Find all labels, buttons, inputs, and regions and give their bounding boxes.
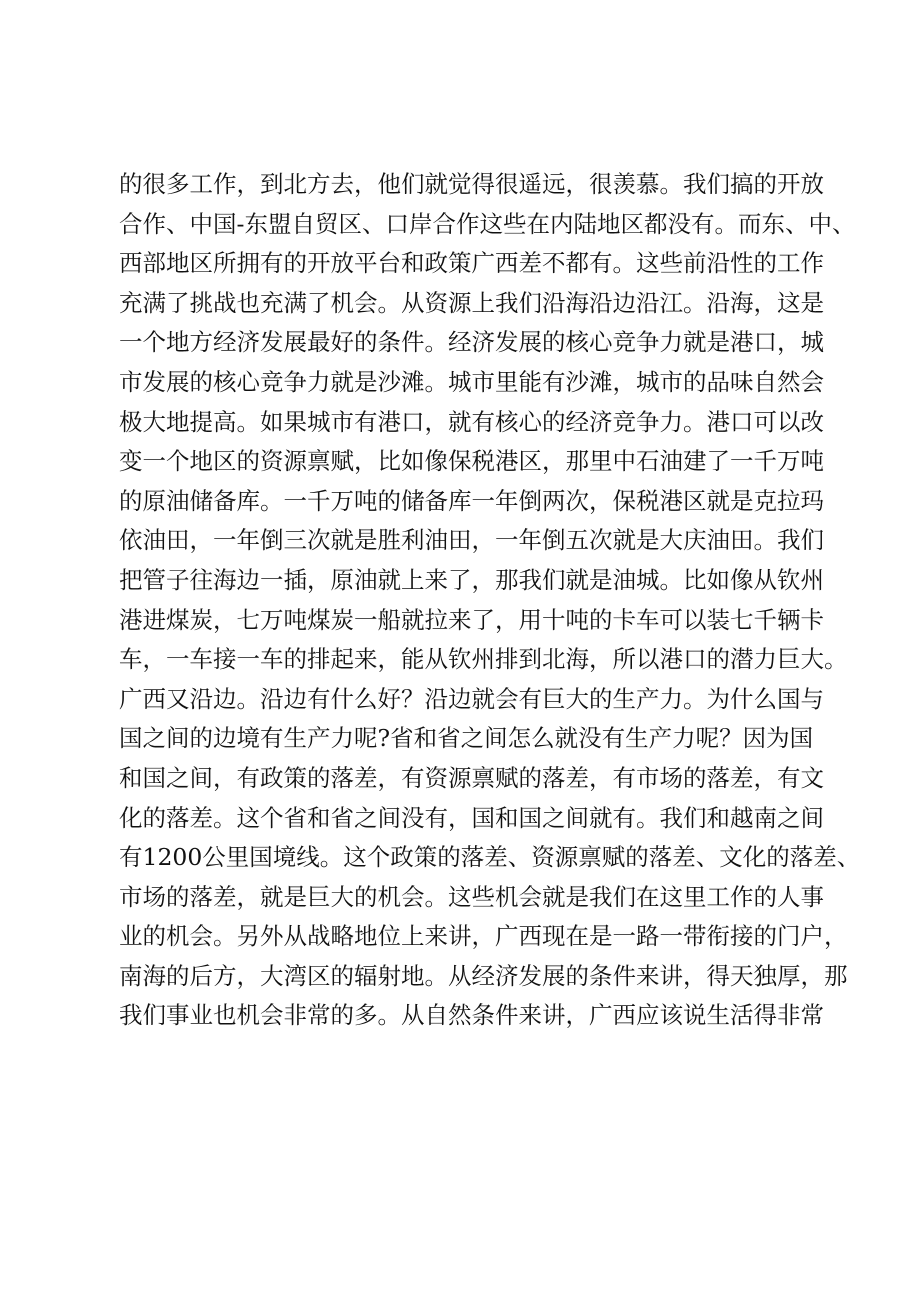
text-line: 化的落差。这个省和省之间没有，国和国之间就有。我们和越南之间 — [119, 803, 824, 832]
text-line: 和国之间，有政策的落差，有资源禀赋的落差，有市场的落差，有文 — [119, 763, 824, 792]
text-line: 有1200公里国境线。这个政策的落差、资源禀赋的落差、文化的落差、 — [119, 843, 861, 872]
text-line: 广西又沿边。沿边有什么好？沿边就会有巨大的生产力。为什么国与 — [119, 684, 824, 713]
text-line: 国之间的边境有生产力呢?省和省之间怎么就没有生产力呢？因为国 — [119, 724, 814, 753]
text-line: 市发展的核心竞争力就是沙滩。城市里能有沙滩，城市的品味自然会 — [119, 367, 824, 396]
text-line: 把管子往海边一插，原油就上来了，那我们就是油城。比如像从钦州 — [119, 565, 824, 594]
text-line: 一个地方经济发展最好的条件。经济发展的核心竞争力就是港口，城 — [119, 328, 824, 357]
text-line: 港进煤炭，七万吨煤炭一船就拉来了，用十吨的卡车可以装七千辆卡 — [119, 605, 824, 634]
text-line: 极大地提高。如果城市有港口，就有核心的经济竞争力。港口可以改 — [119, 407, 824, 436]
text-line: 市场的落差，就是巨大的机会。这些机会就是我们在这里工作的人事 — [119, 882, 824, 911]
text-line: 充满了挑战也充满了机会。从资源上我们沿海沿边沿江。沿海，这是 — [119, 288, 824, 317]
text-line: 西部地区所拥有的开放平台和政策广西差不都有。这些前沿性的工作 — [119, 249, 824, 278]
text-line: 合作、中国-东盟自贸区、口岸合作这些在内陆地区都没有。而东、中、 — [119, 209, 856, 238]
text-line: 变一个地区的资源禀赋，比如像保税港区，那里中石油建了一千万吨 — [119, 447, 824, 476]
text-line: 我们事业也机会非常的多。从自然条件来讲，广西应该说生活得非常 — [119, 1001, 824, 1030]
text-line: 业的机会。另外从战略地位上来讲，广西现在是一路一带衔接的门户， — [119, 922, 848, 951]
text-line: 车，一车接一车的排起来，能从钦州排到北海，所以港口的潜力巨大。 — [119, 645, 848, 674]
text-line: 依油田，一年倒三次就是胜利油田，一年倒五次就是大庆油田。我们 — [119, 526, 824, 555]
text-line: 南海的后方，大湾区的辐射地。从经济发展的条件来讲，得天独厚，那 — [119, 961, 848, 990]
body-text — [119, 165, 861, 1036]
text-line: 的很多工作，到北方去，他们就觉得很遥远，很羡慕。我们搞的开放 — [119, 170, 824, 198]
text-line: 的原油储备库。一千万吨的储备库一年倒两次，保税港区就是克拉玛 — [119, 486, 824, 515]
